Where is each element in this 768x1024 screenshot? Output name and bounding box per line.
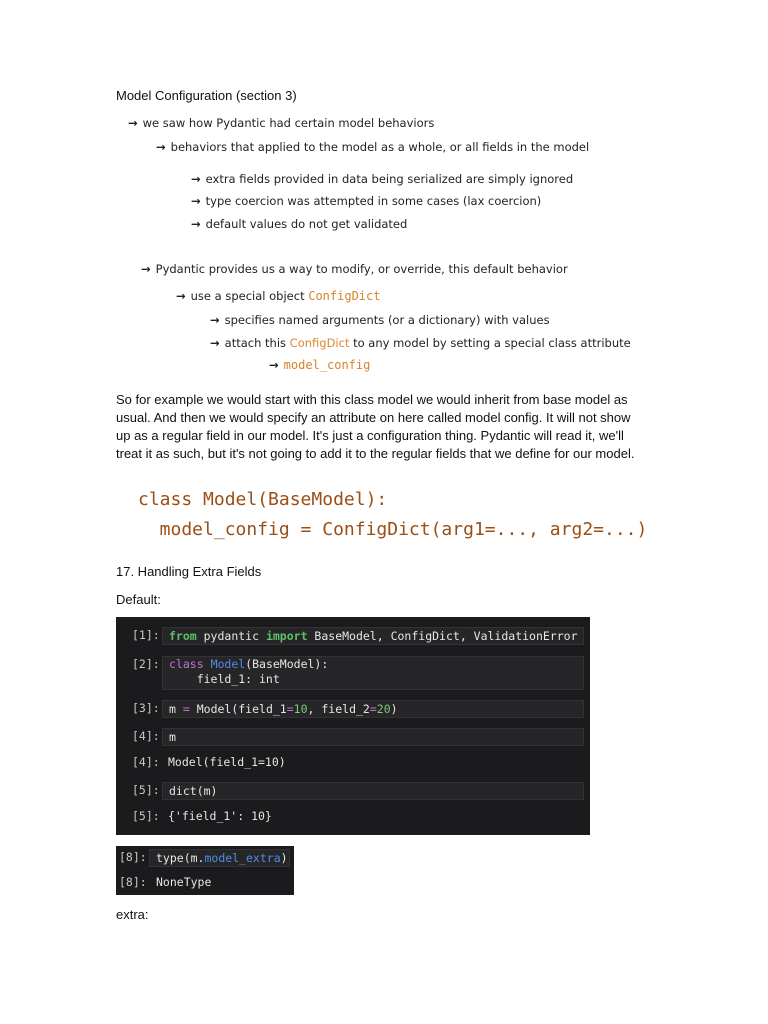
notebook-cell-3 [116, 697, 590, 719]
notebook-cell-5 [116, 779, 590, 801]
note-text: behaviors that applied to the model as a whole, or all fields in the model [170, 140, 590, 154]
note-line-4 [191, 194, 541, 208]
notebook-output-8 [116, 871, 294, 893]
code-text: field_1: int [169, 672, 280, 686]
keyword: from [169, 629, 197, 643]
code-text: ) [280, 851, 288, 865]
notebook-screenshot-2 [116, 846, 294, 895]
cell-prompt: [2]: [132, 657, 160, 671]
notebook-cell-8 [116, 846, 294, 868]
arrow-icon: → [156, 140, 166, 154]
note-text: extra fields provided in data being serialized are simply ignored [205, 172, 574, 186]
notebook-output-4 [116, 751, 590, 773]
note-line-9 [210, 336, 631, 350]
operator: = [182, 702, 190, 716]
code-text: pydantic [196, 629, 266, 643]
cell-prompt: [3]: [132, 701, 160, 715]
number: 20 [376, 702, 391, 716]
notebook-cell-2 [116, 653, 590, 691]
notebook-output-5 [116, 805, 590, 827]
note-text: specifies named arguments (or a dictionary) with values [224, 313, 550, 327]
code-text: type(m. [156, 851, 205, 865]
configdict-text: ConfigDict [289, 336, 350, 350]
output-text: Model(field_1=10) [168, 755, 286, 769]
note-line-2 [156, 140, 589, 154]
note-text: use a special object [190, 289, 305, 303]
code-text: ) [390, 702, 398, 716]
note-text: attach this [224, 336, 287, 350]
note-line-8 [210, 313, 550, 327]
number: 10 [293, 702, 308, 716]
keyword: import [265, 629, 308, 643]
code-cell [162, 700, 584, 718]
code-cell [162, 627, 584, 645]
code-text: Model(field_1 [189, 702, 287, 716]
note-text: we saw how Pydantic had certain model behaviors [142, 116, 435, 130]
arrow-icon: → [191, 217, 201, 231]
notebook-screenshot [116, 617, 590, 835]
cell-prompt: [5]: [132, 783, 160, 797]
code-cell [149, 849, 290, 867]
note-line-7 [176, 289, 380, 303]
class-name: Model [210, 657, 246, 671]
notebook-cell-1 [116, 624, 590, 646]
code-snippet-line-2: model_config = ConfigDict(arg1=..., arg2=...) [138, 519, 648, 540]
keyword: class [169, 657, 204, 671]
configdict-code: ConfigDict [308, 289, 381, 303]
explanation-paragraph: So for example we would start with this class model we would inherit from base model as usual. And then we would specify an attribute on here called model config. It will not show up as a regular field in our model. It's just a configuration thing. Pydantic will read it, we'll treat it as such, but it's not going to add it to the regular fields that we define for our model. [116, 392, 635, 461]
output-text: {'field_1': 10} [168, 809, 272, 823]
cell-prompt: [1]: [132, 628, 160, 642]
code-cell [162, 728, 584, 746]
arrow-icon: → [210, 313, 220, 327]
operator: = [369, 702, 377, 716]
arrow-icon: → [191, 172, 201, 186]
code-cell [162, 782, 584, 800]
note-line-10 [269, 358, 370, 372]
code-text: m [169, 730, 176, 744]
code-text: dict(m) [169, 784, 218, 798]
code-snippet-line-1: class Model(BaseModel): [138, 489, 388, 510]
note-text: type coercion was attempted in some cases (lax coercion) [205, 194, 542, 208]
note-text: default values do not get validated [205, 217, 408, 231]
cell-prompt: [8]: [119, 850, 147, 864]
arrow-icon: → [128, 116, 138, 130]
note-text: Pydantic provides us a way to modify, or override, this default behavior [155, 262, 568, 276]
section-title: Model Configuration (section 3) [116, 88, 297, 103]
output-prompt: [4]: [132, 755, 160, 769]
note-line-3 [191, 172, 573, 186]
arrow-icon: → [191, 194, 201, 208]
output-text: NoneType [156, 875, 212, 889]
output-prompt: [8]: [119, 875, 147, 889]
code-text: BaseModel, ConfigDict, ValidationError [307, 629, 578, 643]
attribute: model_extra [204, 851, 281, 865]
code-text: (BaseModel): [245, 657, 329, 671]
notebook-cell-4 [116, 725, 590, 747]
note-text: to any model by setting a special class attribute [353, 336, 631, 350]
code-text: m [169, 702, 183, 716]
model-config-code: model_config [283, 358, 371, 372]
label-default: Default: [116, 592, 161, 607]
note-line-1 [128, 116, 434, 130]
label-extra: extra: [116, 907, 149, 922]
code-text: , field_2 [307, 702, 370, 716]
arrow-icon: → [141, 262, 151, 276]
heading-handling-extra-fields: 17. Handling Extra Fields [116, 564, 262, 579]
output-prompt: [5]: [132, 809, 160, 823]
note-line-6 [141, 262, 568, 276]
arrow-icon: → [176, 289, 186, 303]
code-cell [162, 656, 584, 690]
cell-prompt: [4]: [132, 729, 160, 743]
arrow-icon: → [210, 336, 220, 350]
operator: = [286, 702, 294, 716]
arrow-icon: → [269, 358, 279, 372]
note-line-5 [191, 217, 407, 231]
